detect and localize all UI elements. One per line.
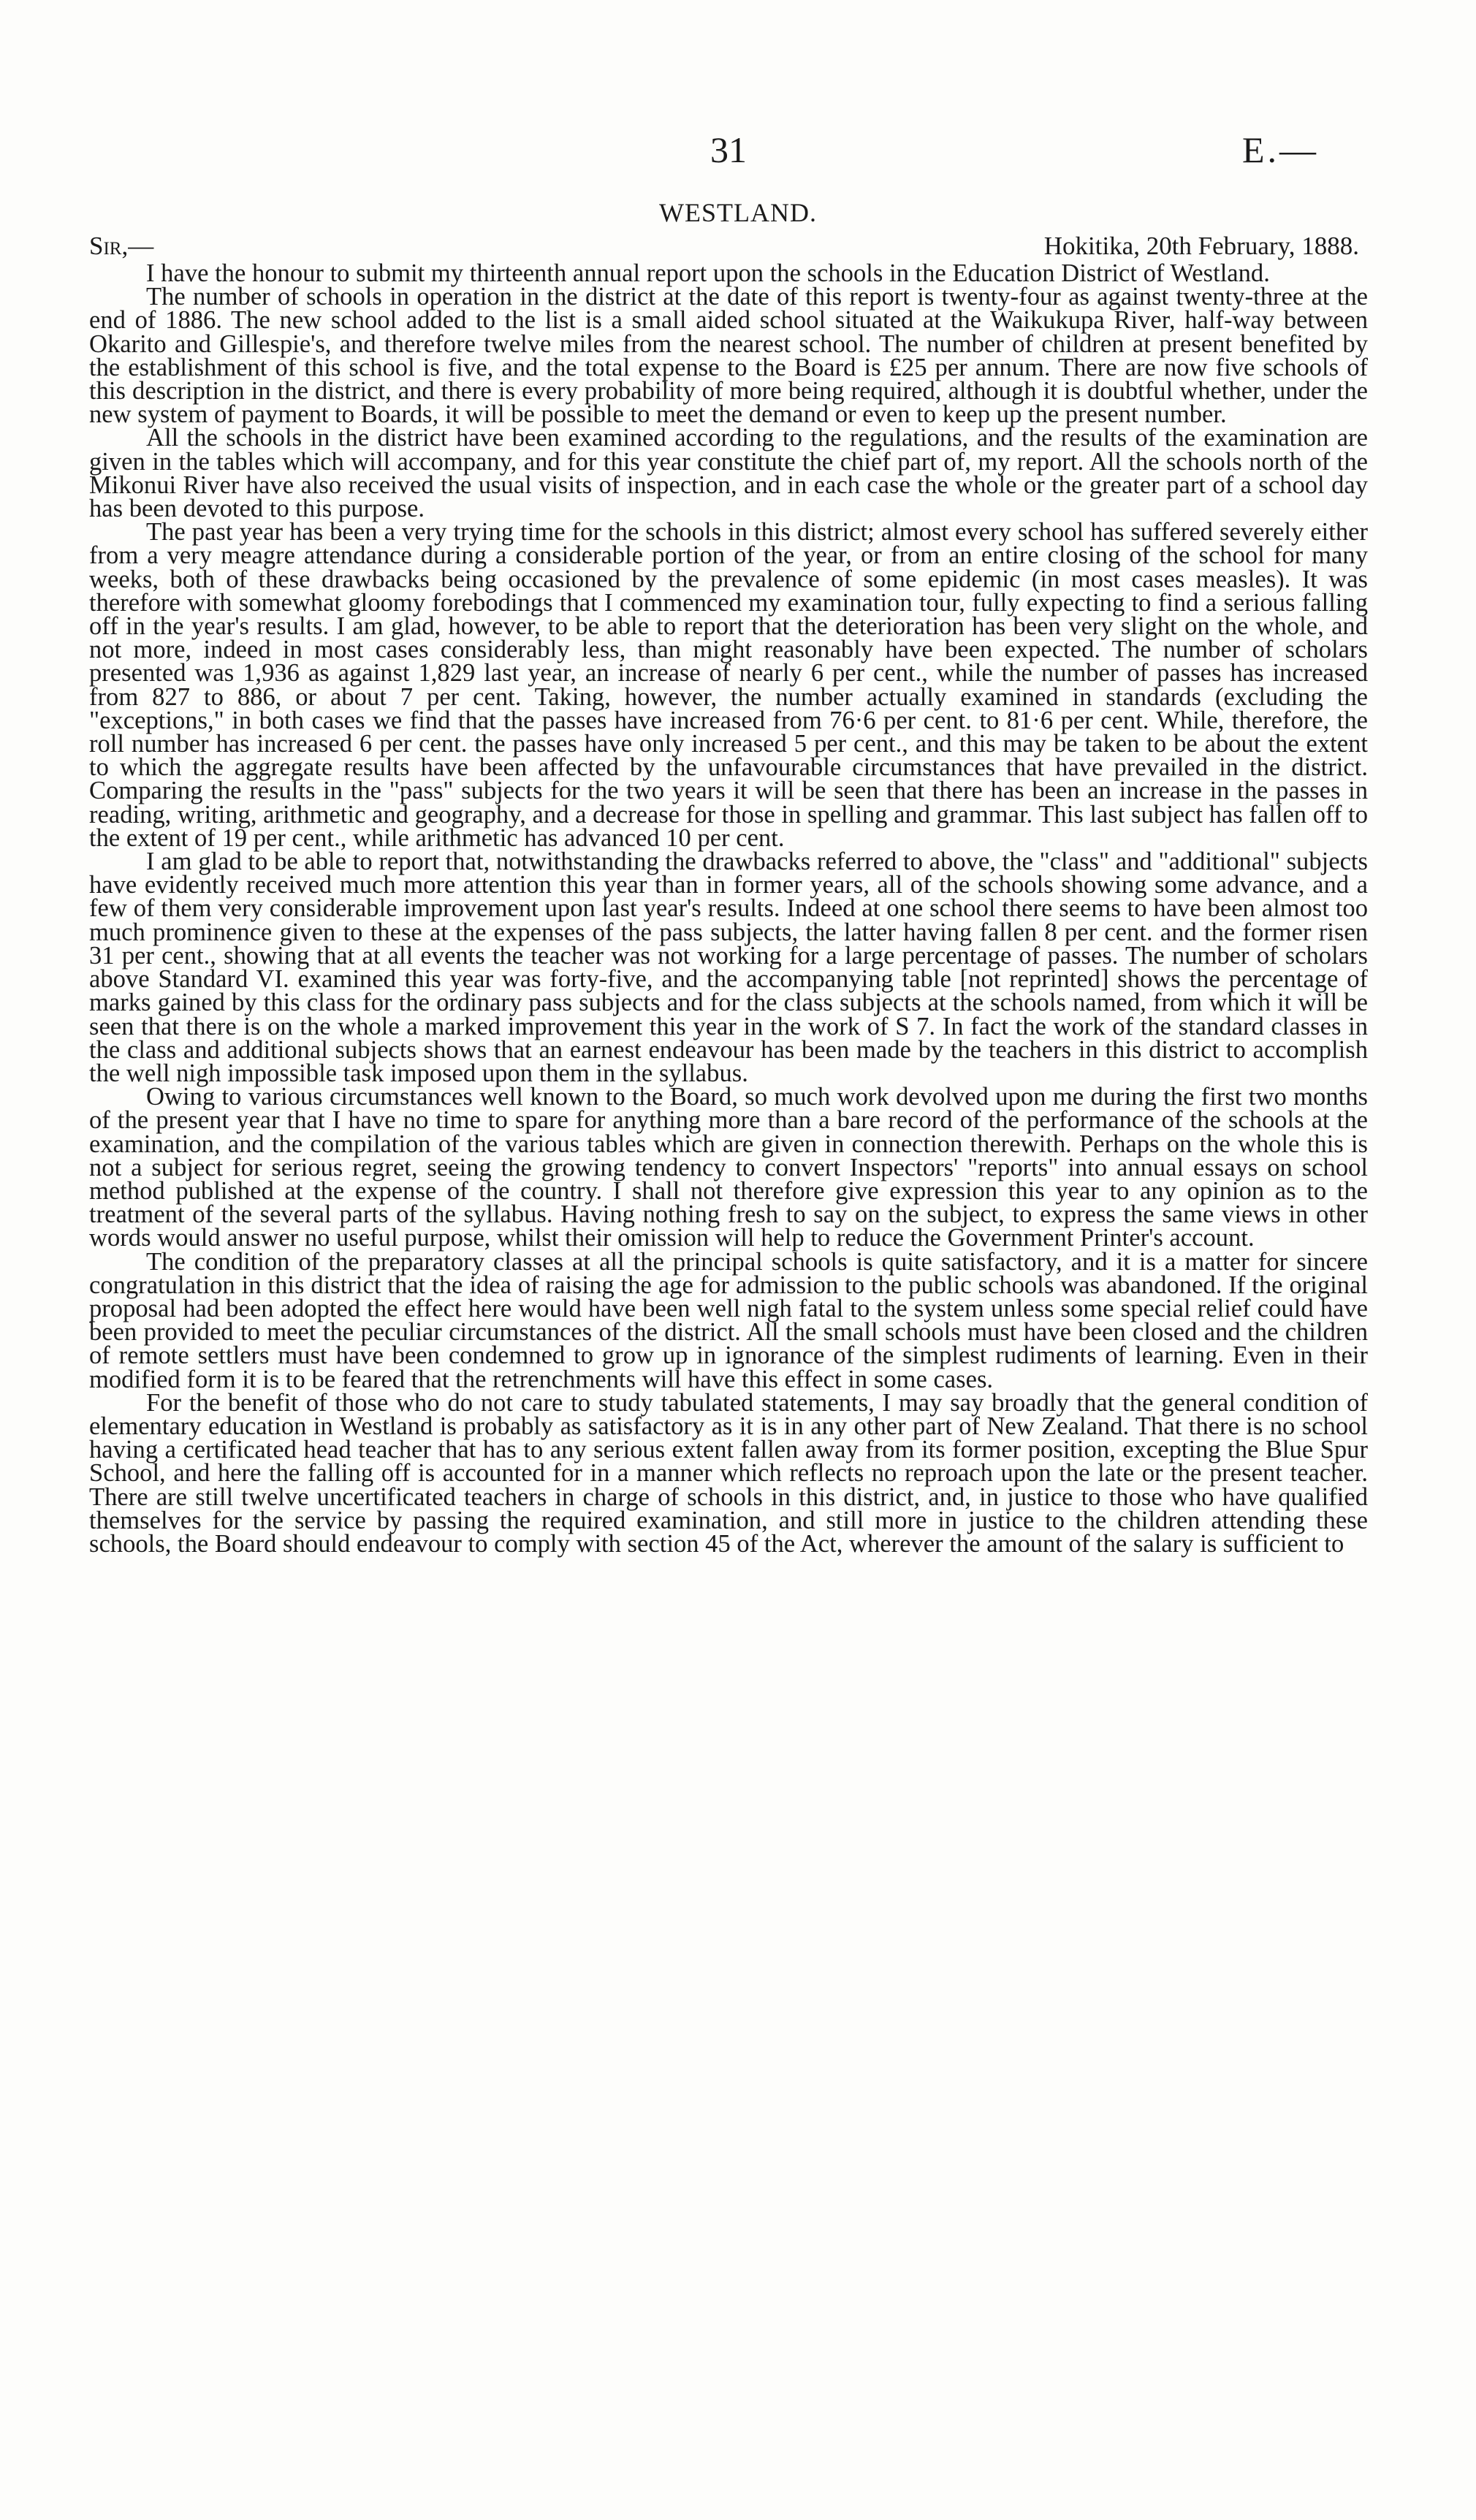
paragraph-8: For the benefit of those who do not care to study tabulated statements, I may say broadly that the general condition of elementary education in Westland is probably as satisfactory as it is in any other part of New Zealand. That there is no school having a certificated head teacher that has to any serious extent fallen away from its former position, excepting the Blue Spur School, and here the falling off is accounted for in a manner which reflects no reproach upon the late or the present teacher. There are still twelve uncertificated teachers in charge of schools in this district, and, in justice to those who have qualified themselves for the service by passing the required examination, and still more in justice to the children attending these schools, the Board should endeavour to comply with section 45 of the Act, wherever the amount of the salary is sufficient to: [89, 1388, 1368, 1558]
paragraph-1: I have the honour to submit my thirteenth annual report upon the schools in the Education District of Westland.: [146, 259, 1270, 287]
page-number: 31: [710, 129, 747, 170]
section-title: WESTLAND.: [659, 198, 817, 227]
salutation-row: [89, 229, 1368, 263]
paragraph-7: The condition of the preparatory classes at all the principal schools is quite satisfactory, and it is a matter for sincere congratulation in this district that the idea of raising the age for admission to the public schools was abandoned. If the original proposal had been adopted the effect here would have been well nigh fatal to the system unless some special relief could have been provided to meet the peculiar circumstances of the district. All the small schools must have been closed and the children of remote settlers must have been condemned to grow up in ignorance of the simplest rudiments of learning. Even in their modified form it is to be feared that the retrenchments will have this effect in some cases.: [89, 1247, 1368, 1393]
paragraph-3: All the schools in the district have been examined according to the regulations, and the results of the examination are given in the tables which will accompany, and for this year constitute the chief part of, my report. All the schools north of the Mikonui River have also received the usual visits of inspection, and in each case the whole or the greater part of a school day has been devoted to this purpose.: [89, 424, 1368, 523]
paragraph-2: The number of schools in operation in the district at the date of this report is twenty-four as against twenty-three at the end of 1886. The new school added to the list is a small aided school situated at the Waikukupa River, half-way between Okarito and Gillespie's, and therefore twelve miles from the nearest school. The number of children at present benefited by the establishment of this school is five, and the total expense to the Board is £25 per annum. There are now five schools of this description in the district, and there is every probability of more being required, although it is doubtful whether, under the new system of payment to Boards, it will be possible to meet the demand or even to keep up the present number.: [89, 283, 1368, 429]
report-body: [89, 259, 1368, 1558]
paragraph-5: I am glad to be able to report that, notwithstanding the drawbacks referred to above, the "class" and "additional" subjects have evidently received much more attention this year than in former years, all of the schools showing some advance, and a few of them very considerable improvement upon last year's results. Indeed at one school there seems to have been almost too much prominence given to these at the expenses of the pass subjects, the latter having fallen 8 per cent. and the former risen 31 per cent., showing that at all events the teacher was not working for a large percentage of passes. The number of scholars above Standard VI. examined this year was forty-five, and the accompanying table [not reprinted] shows the percentage of marks gained by this class for the ordinary pass subjects and for the class subjects at the schools named, from which it will be seen that there is on the whole a marked improvement this year in the work of S 7. In fact the work of the standard classes in the class and additional subjects shows that an earnest endeavour has been made by the teachers in this district to accomplish the well nigh impossible task imposed upon them in the syllabus.: [89, 848, 1368, 1087]
paragraph-4: The past year has been a very trying time for the schools in this district; almost every school has suffered severely either from a very meagre attendance during a considerable portion of the year, or from an entire closing of the school for many weeks, both of these drawbacks being occasioned by the prevalence of some epidemic (in most cases measles). It was therefore with somewhat gloomy forebodings that I commenced my examination tour, fully expecting to find a serious falling off in the year's results. I am glad, however, to be able to report that the deterioration has been very slight on the whole, and not more, indeed in most cases considerably less, than might reasonably have been expected. The number of scholars presented was 1,936 as against 1,829 last year, an increase of nearly 6 per cent., while the number of passes has increased from 827 to 886, or about 7 per cent. Taking, however, the number actually examined in standards (excluding the "exceptions," in both cases we find that the passes have increased from 76·6 per cent. to 81·6 per cent. While, therefore, the roll number has increased 6 per cent. the passes have only increased 5 per cent., and this may be taken to be about the extent to which the aggregate results have been affected by the unfavourable circumstances that have prevailed in the district. Comparing the results in the "pass" subjects for the two years it will be seen that there has been an increase in the passes in reading, writing, arithmetic and geography, and a decrease for those in spelling and grammar. This last subject has fallen off to the extent of 19 per cent., while arithmetic has advanced 10 per cent.: [89, 518, 1368, 852]
series-code: E.—: [1242, 129, 1320, 170]
paragraph-6: Owing to various circumstances well known to the Board, so much work devolved upon me during the first two months of the present year that I have no time to spare for anything more than a bare record of the performance of the schools at the examination, and the compilation of the various tables which are given in connection therewith. Perhaps on the whole this is not a subject for serious regret, seeing the growing tendency to convert Inspectors' "reports" into annual essays on school method published at the expense of the country. I shall not therefore give expression this year to any opinion as to the treatment of the several parts of the syllabus. Having nothing fresh to say on the subject, to express the same views in other words would answer no useful purpose, whilst their omission will help to reduce the Government Printer's account.: [89, 1083, 1368, 1252]
salutation: Sir,—: [89, 232, 154, 260]
dateline: Hokitika, 20th February, 1888.: [1043, 232, 1359, 260]
page-header: [0, 124, 1476, 175]
